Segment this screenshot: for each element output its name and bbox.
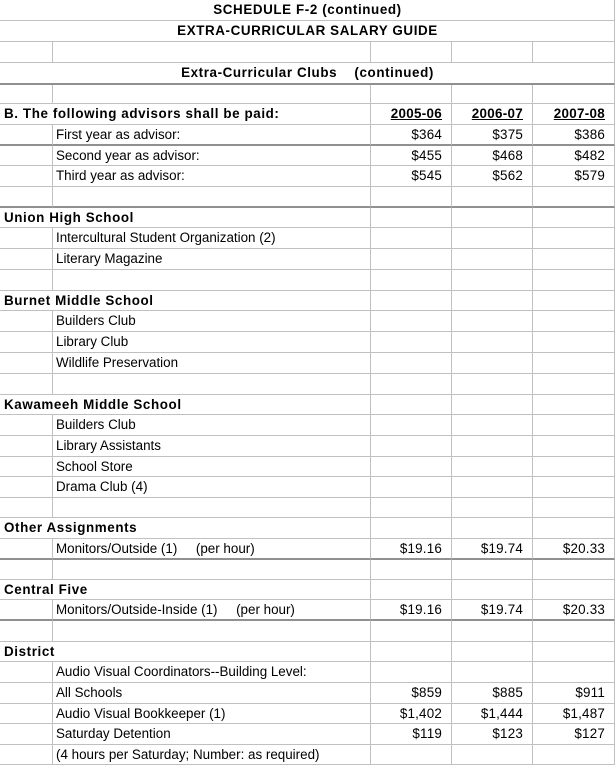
row-label: All Schools [56,685,123,700]
row-label: Third year as advisor: [56,168,185,183]
value-cell: $123 [492,726,523,741]
club-name: Library Club [56,334,129,349]
list-item [0,228,615,249]
club-name: Builders Club [56,313,136,328]
year-header: 2005-06 [390,106,442,121]
row-label: Saturday Detention [56,726,171,741]
blank-row [0,270,615,291]
section-heading-row [0,518,615,539]
list-item [0,477,615,498]
value-cell: $19.16 [399,602,442,617]
table-row [0,704,615,724]
table-row [0,745,615,765]
club-name: Drama Club (4) [56,479,148,494]
value-cell: $386 [574,127,605,142]
part-b-header-row [0,104,615,125]
blank-row [0,85,615,104]
other-heading: Other Assignments [4,520,138,535]
value-cell: $119 [412,726,442,741]
page-subtitle: EXTRA-CURRICULAR SALARY GUIDE [177,23,438,38]
district-heading: District [4,644,55,659]
section-heading-row [0,291,615,311]
section-title-row [0,63,615,85]
row-label: Monitors/Outside-Inside (1) (per hour) [56,602,295,617]
row-label: Audio Visual Bookkeeper (1) [56,706,226,721]
value-cell: $482 [574,148,605,163]
value-cell: $1,487 [562,706,605,721]
row-label: Monitors/Outside (1) (per hour) [56,541,255,556]
value-cell: $19.74 [480,602,523,617]
row-label: Second year as advisor: [56,148,200,163]
blank-row [0,374,615,395]
blank-row [0,187,615,208]
table-row [0,146,615,166]
value-cell: $911 [575,685,605,700]
section-heading-row [0,208,615,228]
union-heading: Union High School [4,210,134,225]
table-row [0,662,615,683]
value-cell: $1,402 [399,706,442,721]
list-item [0,436,615,457]
table-row [0,166,615,187]
club-name: School Store [56,459,133,474]
year-header: 2007-08 [553,106,605,121]
table-row [0,539,615,560]
blank-row [0,560,615,580]
row-label: (4 hours per Saturday; Number: as required) [56,747,320,762]
section-heading-row [0,580,615,600]
value-cell: $885 [492,685,523,700]
value-cell: $375 [492,127,523,142]
title-row [0,0,615,21]
value-cell: $127 [574,726,605,741]
value-cell: $19.16 [399,541,442,556]
club-name: Library Assistants [56,438,161,453]
list-item [0,311,615,332]
blank-row [0,498,615,518]
section-title: Extra-Curricular Clubs (continued) [181,65,434,80]
table-row [0,683,615,704]
table-row [0,724,615,745]
table-row [0,125,615,146]
year-header: 2006-07 [471,106,523,121]
section-heading-row [0,642,615,662]
list-item [0,415,615,436]
burnet-heading: Burnet Middle School [4,293,154,308]
central-heading: Central Five [4,582,88,597]
value-cell: $19.74 [480,541,523,556]
blank-row [0,621,615,642]
value-cell: $545 [411,168,442,183]
table-row [0,600,615,621]
row-label: First year as advisor: [56,127,181,142]
row-label: Audio Visual Coordinators--Building Level: [56,664,307,679]
value-cell: $468 [492,148,523,163]
section-heading-row [0,395,615,415]
club-name: Literary Magazine [56,251,163,266]
club-name: Builders Club [56,417,136,432]
list-item [0,332,615,353]
value-cell: $20.33 [562,602,605,617]
list-item [0,249,615,270]
club-name: Intercultural Student Organization (2) [56,230,276,245]
value-cell: $579 [574,168,605,183]
list-item [0,353,615,374]
value-cell: $20.33 [562,541,605,556]
page-title: SCHEDULE F-2 (continued) [213,2,402,17]
club-name: Wildlife Preservation [56,355,179,370]
value-cell: $364 [411,127,442,142]
part-b-heading: B. The following advisors shall be paid: [4,106,280,121]
list-item [0,457,615,477]
value-cell: $562 [492,168,523,183]
subtitle-row [0,21,615,42]
value-cell: $1,444 [480,706,523,721]
kawameeh-heading: Kawameeh Middle School [4,397,182,412]
value-cell: $859 [411,685,442,700]
value-cell: $455 [411,148,442,163]
blank-row [0,42,615,63]
